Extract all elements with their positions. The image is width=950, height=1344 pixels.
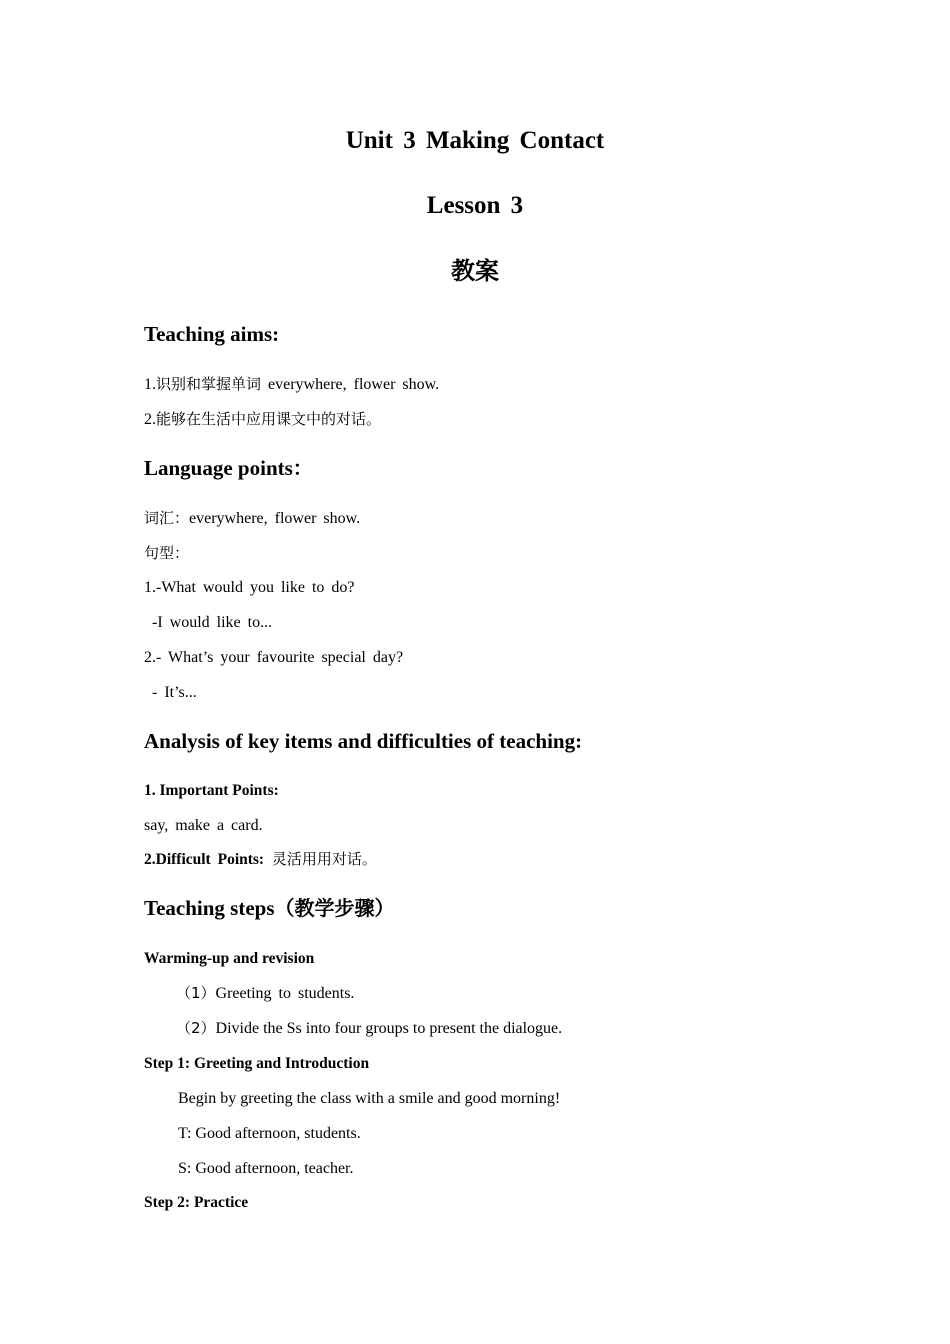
language-points-heading-colon: ：: [292, 456, 313, 480]
step1-line-1: Begin by greeting the class with a smile and good morning!: [178, 1090, 561, 1107]
step1-title: Step 1: Greeting and Introduction: [144, 1055, 370, 1072]
teaching-steps-heading-en: Teaching steps: [144, 896, 275, 920]
vocabulary-text: everywhere, flower show.: [189, 510, 361, 527]
pattern-answer-1: -I would like to...: [152, 614, 273, 631]
language-points-heading-text: Language points: [144, 456, 293, 480]
difficult-points-label: 2.Difficult Points:: [144, 851, 265, 868]
warmup-item-2: [176, 1021, 562, 1037]
aim-item-2: [144, 412, 381, 428]
lesson-plan-title: 教案: [451, 257, 499, 285]
warmup-item-1-number: （1）: [176, 984, 216, 1002]
document-title: Unit 3 Making Contact: [345, 127, 605, 154]
lesson-title: Lesson 3: [426, 192, 524, 219]
teaching-steps-heading: [144, 898, 395, 919]
difficult-points-text: 灵活用用对话。: [264, 850, 377, 868]
warmup-title: Warming-up and revision: [144, 950, 315, 967]
language-points-heading: [144, 458, 313, 479]
warmup-item-1-text: Greeting to students.: [215, 985, 355, 1002]
step2-title: Step 2: Practice: [144, 1194, 249, 1211]
sentence-pattern-label: 句型：: [144, 544, 190, 562]
pattern-question-2: 2.- What’s your favourite special day?: [144, 649, 404, 666]
warmup-item-1: [176, 986, 354, 1002]
aim-item-1-words: everywhere, flower show.: [261, 376, 440, 393]
step1-line-2: T: Good afternoon, students.: [178, 1125, 361, 1142]
warmup-item-2-number: （2）: [176, 1019, 216, 1037]
vocabulary-line: [144, 511, 360, 527]
aim-item-2-cjk: 能够在生活中应用课文中的对话。: [156, 410, 382, 428]
aim-item-1: [144, 377, 439, 393]
analysis-heading: Analysis of key items and difficulties of teaching:: [144, 729, 583, 753]
important-points-label: 1. Important Points:: [144, 782, 279, 799]
teaching-steps-heading-cjk: （教学步骤）: [274, 896, 395, 920]
vocabulary-label: 词汇：: [144, 509, 190, 527]
pattern-question-1: 1.-What would you like to do?: [144, 579, 355, 596]
aim-item-2-number: 2.: [144, 411, 156, 428]
aim-item-1-number: 1.: [144, 376, 156, 393]
aim-item-1-cjk: 识别和掌握单词: [156, 375, 262, 393]
warmup-item-2-text: Divide the Ss into four groups to present the dialogue.: [215, 1020, 563, 1037]
pattern-answer-2: - It’s...: [152, 684, 197, 701]
step1-line-3: S: Good afternoon, teacher.: [178, 1160, 354, 1177]
teaching-aims-heading: Teaching aims:: [144, 322, 280, 346]
important-points-text: say, make a card.: [144, 817, 263, 834]
difficult-points-line: [144, 852, 377, 868]
